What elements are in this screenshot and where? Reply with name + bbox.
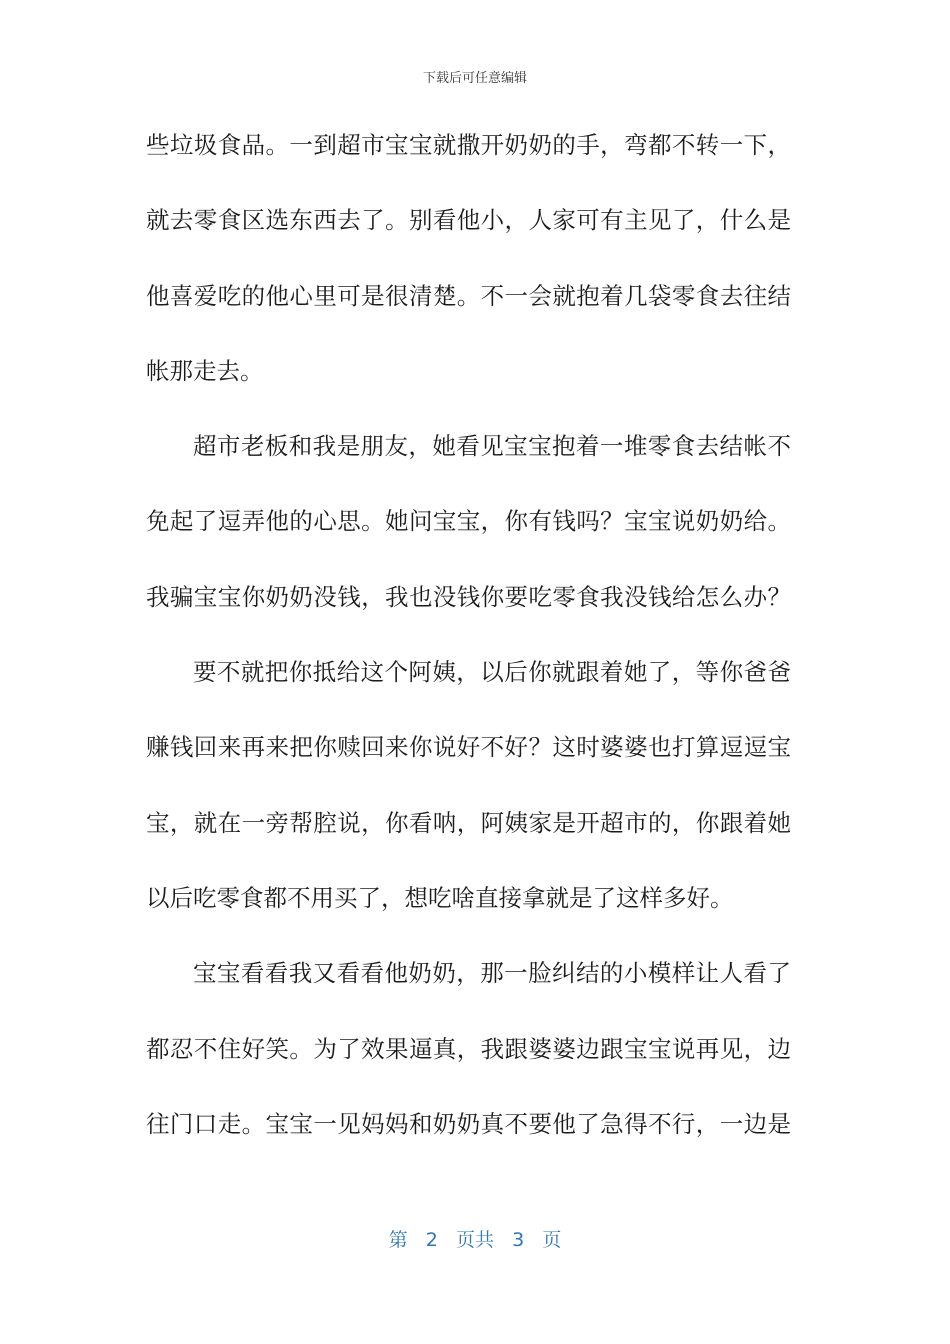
footer-current-page: 2: [425, 1229, 438, 1251]
text-line: 赚钱回来再来把你赎回来你说好不好？这时婆婆也打算逗逗宝: [146, 733, 791, 762]
footer-suffix: 页: [542, 1229, 562, 1251]
text-line: 他喜爱吃的他心里可是很清楚。不一会就抱着几袋零食去往结: [146, 281, 791, 310]
text-line: 以后吃零食都不用买了，想吃啥直接拿就是了这样多好。: [146, 883, 734, 912]
text-line: 免起了逗弄他的心思。她问宝宝，你有钱吗？宝宝说奶奶给。: [146, 507, 791, 536]
text-line: 往门口走。宝宝一见妈妈和奶奶真不要他了急得不行，一边是: [146, 1109, 791, 1138]
document-body: [146, 122, 791, 1176]
text-line: 宝，就在一旁帮腔说，你看呐，阿姨家是开超市的，你跟着她: [146, 808, 791, 837]
text-line: 我骗宝宝你奶奶没钱，我也没钱你要吃零食我没钱给怎么办？: [146, 582, 791, 611]
footer-prefix: 第: [388, 1229, 408, 1251]
text-line: 些垃圾食品。一到超市宝宝就撒开奶奶的手，弯都不转一下，: [146, 131, 791, 159]
text-line: 都忍不住好笑。为了效果逼真，我跟婆婆边跟宝宝说再见，边: [146, 1034, 791, 1063]
text-line: 要不就把你抵给这个阿姨，以后你就跟着她了，等你爸爸: [193, 658, 791, 687]
footer-middle: 页共: [455, 1229, 494, 1251]
text-line: 超市老板和我是朋友，她看见宝宝抱着一堆零食去结帐不: [193, 432, 791, 461]
text-line: 就去零食区选东西去了。别看他小，人家可有主见了，什么是: [146, 206, 791, 235]
header-note: 下载后可任意编辑: [422, 71, 527, 86]
text-line: 宝宝看看我又看看他奶奶，那一脸纠结的小模样让人看了: [193, 959, 791, 988]
page-footer: [0, 1225, 950, 1252]
text-line: 帐那走去。: [146, 356, 264, 385]
footer-total-pages: 3: [512, 1229, 525, 1251]
